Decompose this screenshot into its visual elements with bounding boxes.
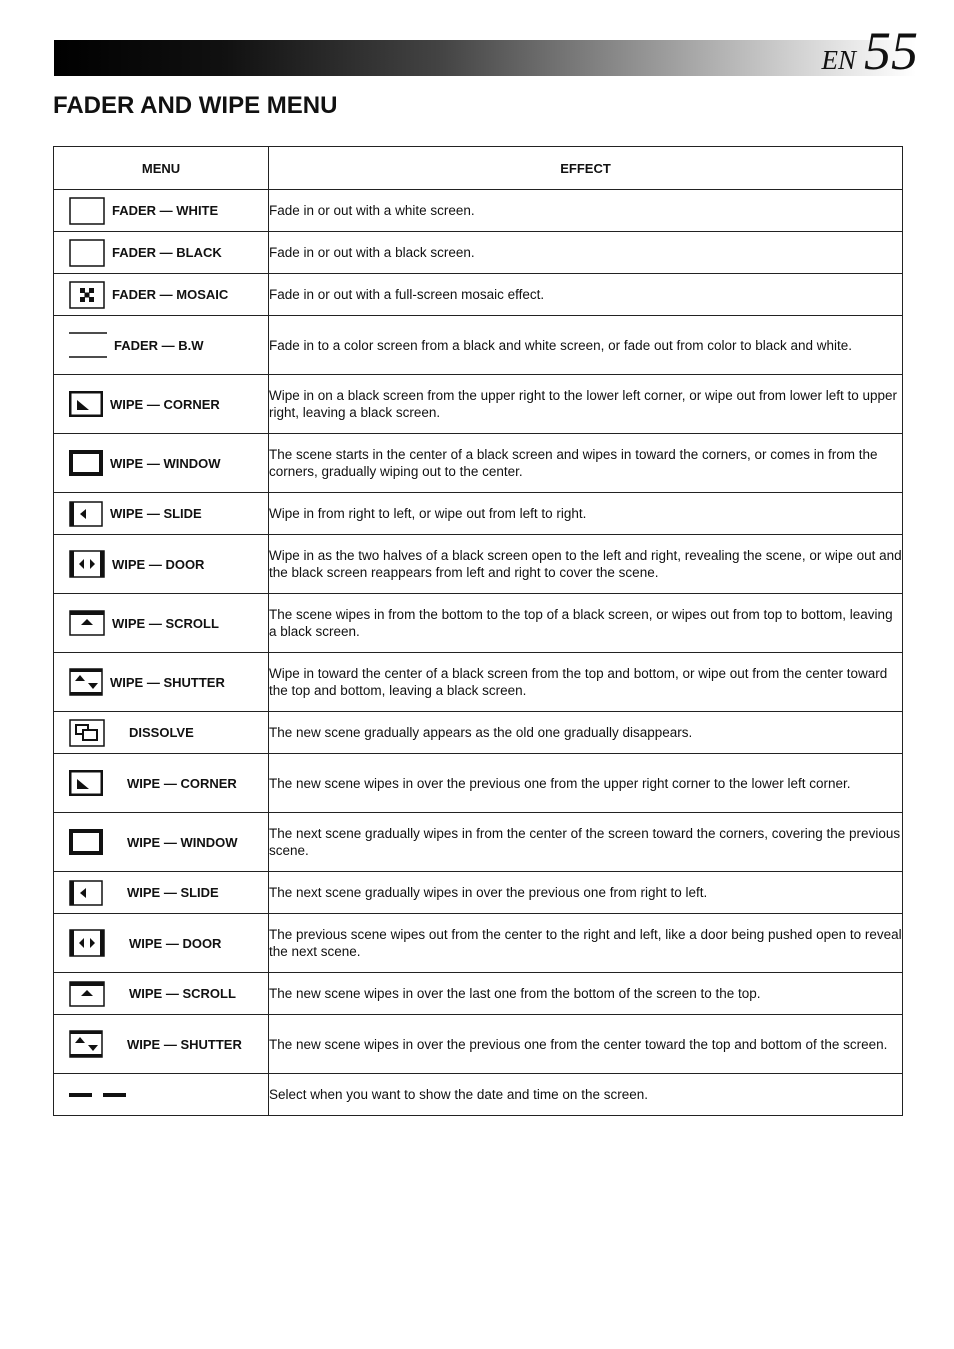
table-row <box>54 434 903 493</box>
effect-description: The next scene gradually wipes in from the center of the screen toward the corners, covering the previous scene. <box>269 813 903 872</box>
effect-description: Wipe in from right to left, or wipe out from left to right. <box>269 493 903 535</box>
menu-column-header: MENU <box>54 147 269 190</box>
table-row <box>54 375 903 434</box>
effect-description: The scene wipes in from the bottom to the top of a black screen, or wipes out from top to bottom, leaving a black screen. <box>269 594 903 653</box>
effect-description: Fade in or out with a black screen. <box>269 232 903 274</box>
menu-item-label: FADER — B.W <box>114 337 204 353</box>
wipe-corner-icon <box>69 770 103 796</box>
menu-item-label: WIPE — SLIDE <box>127 885 219 900</box>
effect-description: Fade in to a color screen from a black and white screen, or fade out from color to black and white. <box>269 316 903 375</box>
menu-item-label: FADER — MOSAIC <box>112 287 229 302</box>
effect-description: The scene starts in the center of a black screen and wipes in toward the corners, or comes in from the corners, gradually wiping out to the center. <box>269 434 903 493</box>
table-row <box>54 594 903 653</box>
table-row <box>54 872 903 914</box>
menu-item-label: WIPE — WINDOW <box>110 455 221 471</box>
wipe-corner-icon <box>69 391 103 417</box>
language-code: EN <box>821 45 856 75</box>
menu-item-label: WIPE — WINDOW <box>127 834 238 850</box>
wipe-window-icon <box>69 829 103 855</box>
table-row <box>54 232 903 274</box>
fader-mosaic-icon <box>69 281 105 309</box>
effect-description: The new scene wipes in over the previous one from the center toward the top and bottom of the screen. <box>269 1015 903 1074</box>
table-row <box>54 190 903 232</box>
table-row <box>54 754 903 813</box>
menu-item-label: WIPE — SLIDE <box>110 506 202 521</box>
fader-bw-icon <box>69 330 107 360</box>
menu-item-label: WIPE — SHUTTER <box>127 1036 242 1052</box>
menu-item-label: FADER — WHITE <box>112 203 219 218</box>
wipe-shutter-icon <box>69 668 103 696</box>
header-gradient-bar <box>54 40 916 76</box>
table-row <box>54 712 903 754</box>
effect-column-header: EFFECT <box>269 147 903 190</box>
effect-description: Wipe in as the two halves of a black screen open to the left and right, revealing the scene, or wipe out and the black screen reappears from left and right to cover the scene. <box>269 535 903 594</box>
table-row <box>54 973 903 1015</box>
table-row <box>54 813 903 872</box>
menu-item-label: WIPE — CORNER <box>110 396 220 412</box>
menu-item-label: WIPE — CORNER <box>127 775 237 791</box>
page-number <box>821 21 918 81</box>
effect-description: Wipe in on a black screen from the upper right to the lower left corner, or wipe out from lower left to upper right, leaving a black screen. <box>269 375 903 434</box>
table-row <box>54 1015 903 1074</box>
fader-wipe-table <box>53 146 903 1116</box>
effect-description: The previous scene wipes out from the center to the right and left, like a door being pushed open to reveal the next scene. <box>269 914 903 973</box>
table-row <box>54 535 903 594</box>
effect-description: Wipe in toward the center of a black screen from the top and bottom, or wipe out from the center toward the top and bottom, leaving a black screen. <box>269 653 903 712</box>
menu-item-label: WIPE — DOOR <box>112 556 205 572</box>
menu-item-label: WIPE — SHUTTER <box>110 674 225 690</box>
effect-description: Select when you want to show the date and time on the screen. <box>269 1074 903 1116</box>
menu-item-label: WIPE — SCROLL <box>129 986 236 1001</box>
fader-black-icon <box>69 239 105 267</box>
effect-description: The new scene gradually appears as the old one gradually disappears. <box>269 712 903 754</box>
wipe-slide-icon <box>69 501 103 527</box>
fader-white-icon <box>69 197 105 225</box>
off-dashes-icon <box>69 1090 127 1100</box>
table-row <box>54 316 903 375</box>
wipe-slide-icon <box>69 880 103 906</box>
menu-item-label: FADER — BLACK <box>112 245 222 260</box>
effect-description: Fade in or out with a white screen. <box>269 190 903 232</box>
page-number-value: 55 <box>864 21 918 81</box>
page-title: FADER AND WIPE MENU <box>53 92 338 119</box>
table-row <box>54 914 903 973</box>
dissolve-icon <box>69 719 105 747</box>
table-row <box>54 653 903 712</box>
effect-description: The new scene wipes in over the previous one from the upper right corner to the lower left corner. <box>269 754 903 813</box>
effect-description: The new scene wipes in over the last one from the bottom of the screen to the top. <box>269 973 903 1015</box>
wipe-door-icon <box>69 929 105 957</box>
menu-item-label: WIPE — DOOR <box>129 935 222 951</box>
table-header-row <box>54 147 903 190</box>
effect-description: The next scene gradually wipes in over the previous one from right to left. <box>269 872 903 914</box>
table-row <box>54 1074 903 1116</box>
wipe-scroll-icon <box>69 610 105 636</box>
menu-item-label: WIPE — SCROLL <box>112 615 219 631</box>
wipe-scroll-icon <box>69 981 105 1007</box>
table-row <box>54 274 903 316</box>
effect-description: Fade in or out with a full-screen mosaic effect. <box>269 274 903 316</box>
menu-item-label: DISSOLVE <box>129 725 194 740</box>
wipe-shutter-icon <box>69 1030 103 1058</box>
table-row <box>54 493 903 535</box>
wipe-window-icon <box>69 450 103 476</box>
wipe-door-icon <box>69 550 105 578</box>
